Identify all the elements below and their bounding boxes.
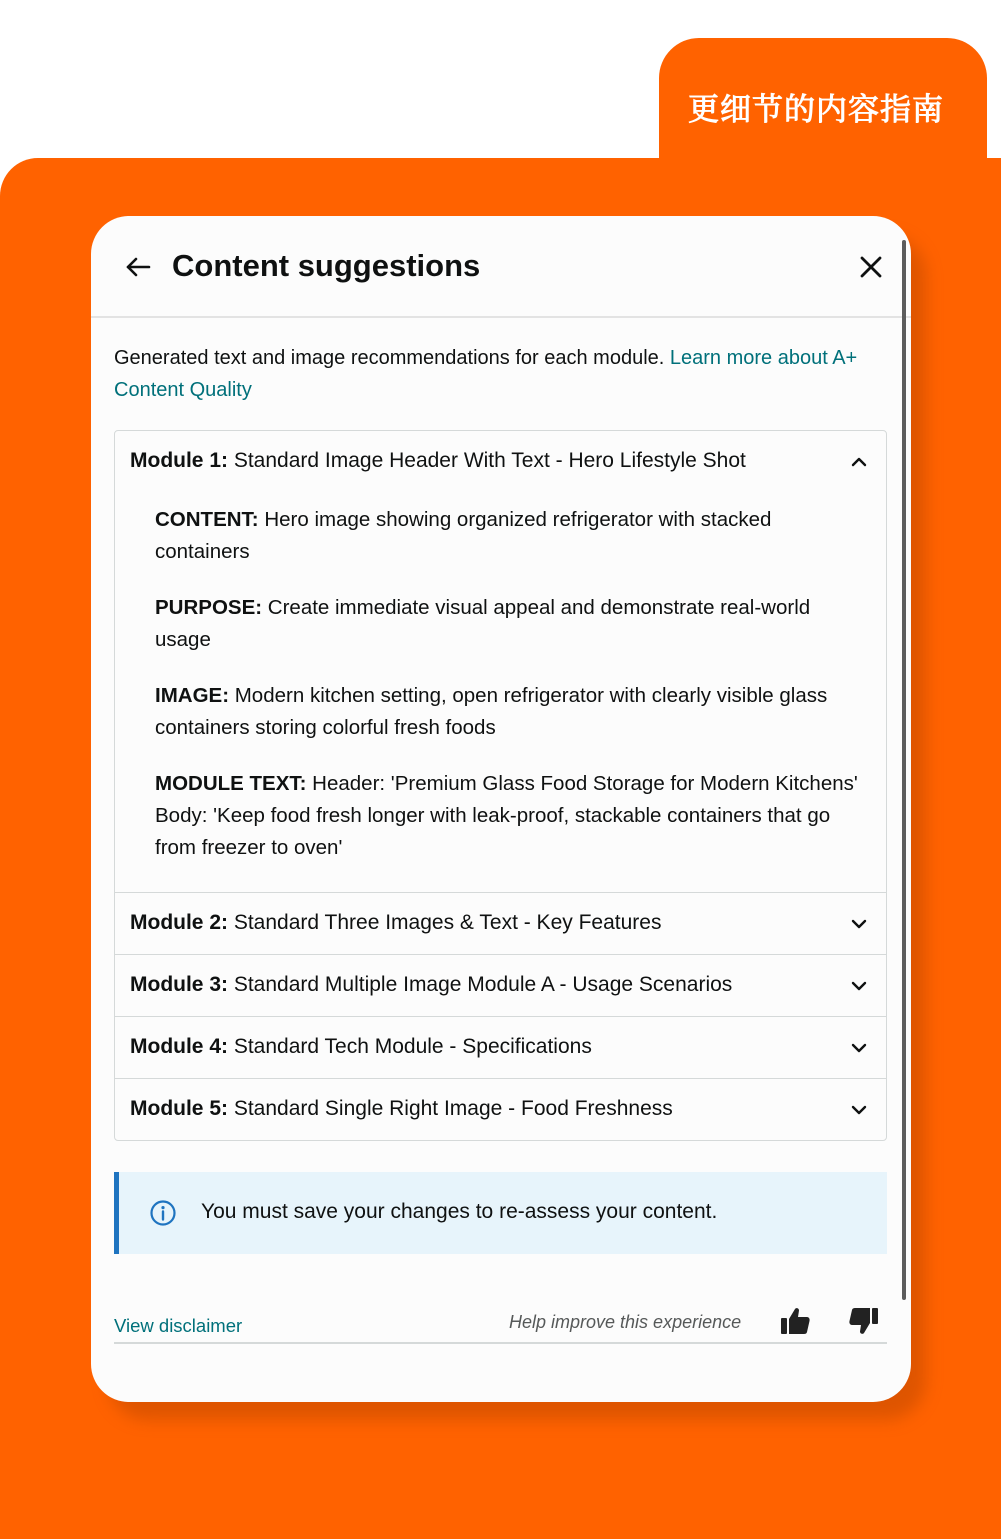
module-detail-module-text [155, 768, 866, 864]
module-5-header[interactable] [115, 1078, 886, 1140]
modules-accordion [114, 430, 887, 1141]
module-name: Standard Multiple Image Module A - Usage Scenarios [233, 973, 733, 996]
close-icon[interactable] [855, 251, 887, 283]
alert-message: You must save your changes to re-assess your content. [201, 1200, 718, 1223]
module-3-title [130, 973, 732, 997]
thumbs-down-icon[interactable] [847, 1304, 881, 1338]
module-1-body [115, 492, 886, 892]
panel-scrollbar[interactable] [902, 240, 906, 1300]
module-label: Module 3: [130, 973, 228, 996]
chevron-down-icon[interactable] [850, 1039, 868, 1057]
module-detail-purpose [155, 592, 866, 656]
module-2-header[interactable] [115, 892, 886, 954]
chevron-down-icon[interactable] [850, 977, 868, 995]
banner-tab-label: 更细节的内容指南 [688, 92, 944, 128]
module-5-title [130, 1097, 673, 1121]
detail-key: IMAGE: [155, 684, 230, 707]
module-label: Module 1: [130, 449, 228, 472]
view-disclaimer-link[interactable]: View disclaimer [114, 1315, 243, 1336]
chevron-down-icon[interactable] [850, 1101, 868, 1119]
detail-key: PURPOSE: [155, 596, 263, 619]
panel-title: Content suggestions [172, 248, 481, 283]
learn-more-link[interactable]: Learn more about A+ Content Quality [114, 347, 858, 401]
module-1-header[interactable] [115, 431, 886, 492]
info-alert [114, 1172, 887, 1254]
panel-header [91, 216, 911, 318]
module-4-title [130, 1035, 592, 1059]
info-icon [149, 1199, 177, 1227]
module-4-header[interactable] [115, 1016, 886, 1078]
module-detail-content [155, 504, 866, 568]
module-name: Standard Image Header With Text - Hero Lifestyle Shot [233, 449, 746, 472]
detail-value: Modern kitchen setting, open refrigerator with clearly visible glass containers storing colorful fresh foods [155, 684, 828, 739]
detail-value: Header: 'Premium Glass Food Storage for Modern Kitchens' Body: 'Keep food fresh longer with leak-proof, stackable containers that go from freezer to oven' [155, 772, 858, 859]
panel-footer [114, 1302, 887, 1344]
chevron-up-icon[interactable] [850, 453, 868, 471]
module-label: Module 4: [130, 1035, 228, 1058]
module-label: Module 5: [130, 1097, 228, 1120]
module-name: Standard Single Right Image - Food Freshness [233, 1097, 673, 1120]
module-3-header[interactable] [115, 954, 886, 1016]
detail-value: Hero image showing organized refrigerator with stacked containers [155, 508, 772, 563]
module-label: Module 2: [130, 911, 228, 934]
thumbs-up-icon[interactable] [778, 1304, 812, 1338]
content-suggestions-panel [91, 216, 911, 1402]
module-1-title [130, 449, 746, 473]
feedback-prompt: Help improve this experience [509, 1312, 742, 1332]
module-2-title [130, 911, 661, 935]
intro-text: Generated text and image recommendations for each module. [114, 347, 665, 369]
detail-key: CONTENT: [155, 508, 259, 531]
module-name: Standard Tech Module - Specifications [233, 1035, 592, 1058]
detail-key: MODULE TEXT: [155, 772, 307, 795]
panel-intro [114, 342, 874, 406]
module-detail-image [155, 680, 866, 744]
module-name: Standard Three Images & Text - Key Features [233, 911, 662, 934]
detail-value: Create immediate visual appeal and demonstrate real-world usage [155, 596, 811, 651]
chevron-down-icon[interactable] [850, 915, 868, 933]
arrow-left-icon[interactable] [121, 250, 155, 284]
